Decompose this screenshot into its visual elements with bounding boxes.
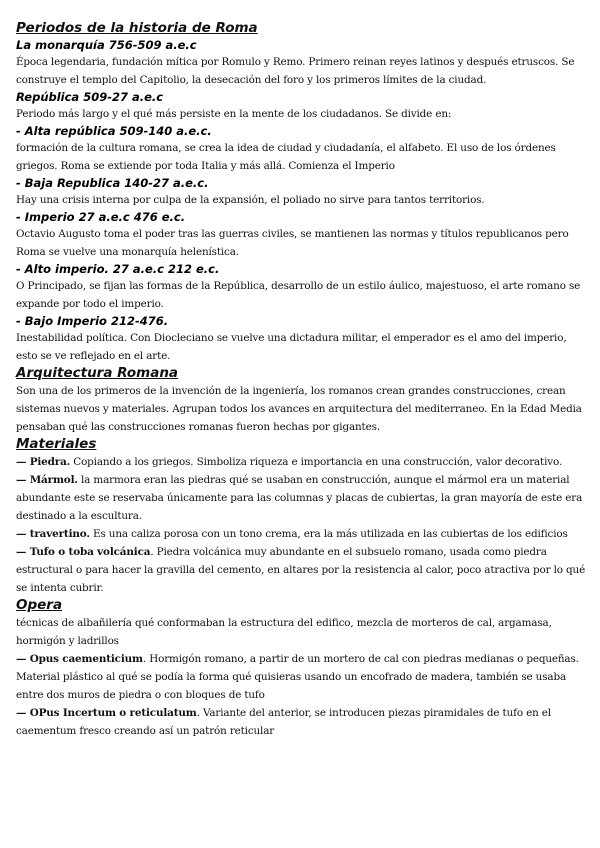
- section-title-arquitectura: Arquitectura Romana: [16, 365, 179, 381]
- item-text: . Variante del anterior, se introducen piezas piramidales de tufo en el caementum fresco creando así un patrón reticular: [16, 707, 551, 737]
- item-text: . Hormigón romano, a partir de un mortero de cal con piedras medianas o pequeñas. Material plástico al qué se podía la forma qué quisieras usando un encofrado de madera, también se usaba entre dos muros de piedra o con bloques de tufo: [16, 653, 579, 701]
- item-text: la marmora eran las piedras qué se usaban en construcción, aunque el mármol era un material abundante este se reservaba únicamente para las columnas y placas de cubiertas, la gran mayoría de este era destinado a la escultura.: [16, 474, 583, 522]
- heading-alto-imperio: - Alto imperio. 27 a.e.c 212 e.c.: [16, 262, 220, 276]
- list-item-travertino: [16, 525, 588, 543]
- item-label: — Mármol.: [16, 474, 78, 486]
- item-text: Copiando a los griegos. Simboliza riqueza e importancia en una construcción, valor decorativo.: [70, 456, 563, 468]
- item-label: — OPus Incertum o reticulatum: [16, 707, 197, 719]
- heading-bajo-imperio: - Bajo Imperio 212-476.: [16, 314, 169, 328]
- paragraph-alta-republica: formación de la cultura romana, se crea la idea de ciudad y ciudadanía, el alfabeto. El uso de los órdenes griegos. Roma se extiende por toda Italia y más allá. Comienza el Imperio: [16, 142, 556, 172]
- item-label: — Piedra.: [16, 456, 71, 468]
- paragraph-opera-intro: técnicas de albañilería qué conformaban la estructura del edifico, mezcla de morteros de cal, argamasa, hormigón y ladrillos: [16, 617, 552, 647]
- list-item-tufo: [16, 543, 588, 597]
- list-item-piedra: [16, 453, 588, 471]
- item-label: — Opus caementicium: [16, 653, 143, 665]
- heading-alta-republica: - Alta república 509-140 a.e.c.: [16, 124, 212, 138]
- item-text: . Piedra volcánica muy abundante en el subsuelo romano, usada como piedra estructural o para hacer la gravilla del cemento, en altares por la resistencia al calor, poco atractiva por lo qué se intenta cubrir.: [16, 546, 586, 594]
- section-title-periodos: Periodos de la historia de Roma: [16, 20, 258, 36]
- paragraph-bajo-imperio: Inestabilidad política. Con Diocleciano se vuelve una dictadura militar, el emperador es el amo del imperio, esto se ve reflejado en el arte.: [16, 332, 567, 362]
- section-title-materiales: Materiales: [16, 436, 97, 452]
- list-item-opus-caementicium: [16, 650, 588, 704]
- item-label: — travertino.: [16, 528, 90, 540]
- item-text: Es una caliza porosa con un tono crema, era la más utilizada en las cubiertas de los edificios: [89, 528, 568, 540]
- paragraph-monarquia: Época legendaria, fundación mítica por Romulo y Remo. Primero reinan reyes latinos y después etruscos. Se construye el templo del Capitolio, la desecación del foro y los primeros límites de la ciudad.: [16, 56, 575, 86]
- heading-monarquia: La monarquía 756-509 a.e.c: [16, 38, 197, 52]
- heading-baja-republica: - Baja Republica 140-27 a.e.c.: [16, 176, 209, 190]
- heading-imperio: - Imperio 27 a.e.c 476 e.c.: [16, 210, 186, 224]
- heading-republica: República 509-27 a.e.c: [16, 90, 164, 104]
- paragraph-alto-imperio: O Principado, se fijan las formas de la República, desarrollo de un estilo áulico, majestuoso, el arte romano se expande por todo el imperio.: [16, 280, 581, 310]
- paragraph-republica: Periodo más largo y el qué más persiste en la mente de los ciudadanos. Se divide en:: [16, 108, 452, 120]
- paragraph-arquitectura: Son una de los primeros de la invención de la ingeniería, los romanos crean grandes construcciones, crean sistemas nuevos y materiales. Agrupan todos los avances en arquitectura del mediterraneo. En la Edad Media pensaban qué las construcciones romanas fueron hechas por gigantes.: [16, 385, 582, 433]
- paragraph-baja-republica: Hay una crisis interna por culpa de la expansión, el poliado no sirve para tantos territorios.: [16, 194, 485, 206]
- section-title-opera: Opera: [16, 597, 63, 613]
- paragraph-imperio: Octavio Augusto toma el poder tras las guerras civiles, se mantienen las normas y títulos republicanos pero Roma se vuelve una monarquía helenística.: [16, 228, 569, 258]
- list-item-marmol: [16, 471, 588, 525]
- item-label: — Tufo o toba volcánica: [16, 546, 151, 558]
- document-page: [16, 20, 588, 740]
- list-item-opus-incertum: [16, 704, 588, 740]
